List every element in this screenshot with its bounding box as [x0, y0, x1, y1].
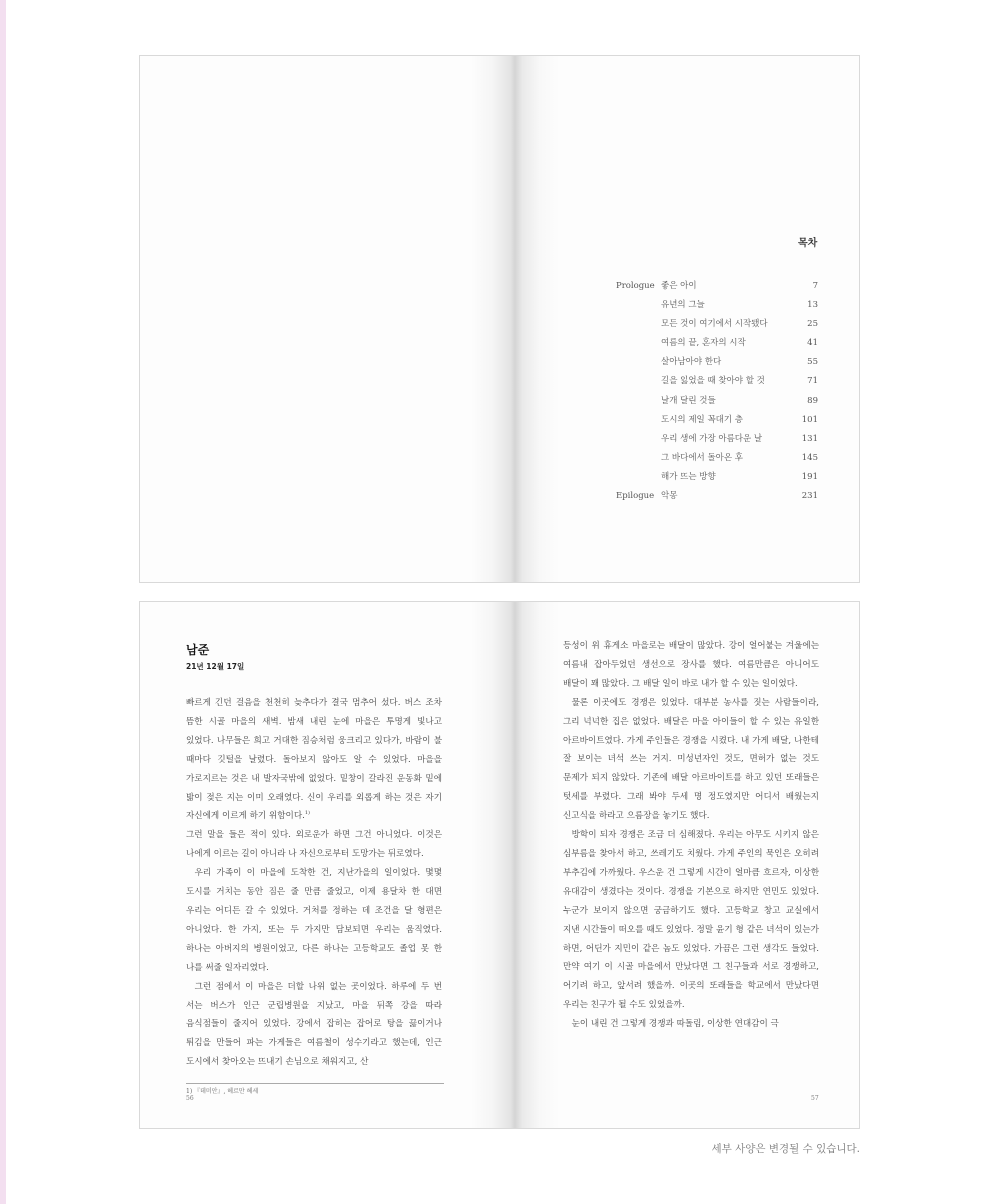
- toc-page-number: 89: [807, 395, 818, 406]
- toc-chapter-title: 악몽: [661, 491, 678, 502]
- toc-page-number: 7: [812, 281, 818, 291]
- right-page-text: [563, 637, 819, 1081]
- toc-chapter-title: 길을 잃었을 때 찾아야 할 것: [661, 376, 765, 387]
- paragraph: 방학이 되자 경쟁은 조금 더 심해졌다. 우리는 아무도 시키지 않은 심부름을 찾아서 하고, 쓰레기도 치웠다. 가게 주인의 묵인은 오히려 부추김에 가까웠다. 우스운 건 그렇게 시간이 얼마큼 흐르자, 이상한 유대감이 생겼다는 것이다. 경쟁을 기본으로 하지만 연민도 있었다. 누군가 보이지 않으면 궁금하기도 했다. 고등학교 창고 교실에서 지낸 시간들이 떠오를 때도 있었다. 정말 윤기 형 같은 녀석이 있는가 하면, 어딘가 지민이 같은 놈도 있었다. 가끔은 그런 생각도 들었다. 만약 여기 이 시골 마을에서 만났다면 그 친구들과 서로 경쟁하고, 어기려 하고, 앞서려 했을까. 이곳의 또래들을 학교에서 만났다면 우리는 친구가 될 수도 있었을까.: [563, 830, 819, 1011]
- toc-page-number: 25: [807, 319, 818, 330]
- toc-chapter-title: 도시의 제일 꼭대기 층: [661, 414, 744, 425]
- toc-chapter-title: 여름의 끝, 혼자의 시작: [661, 338, 746, 349]
- spec-notice: 세부 사양은 변경될 수 있습니다.: [711, 1143, 860, 1155]
- toc-page-number: 191: [801, 471, 818, 482]
- toc-page-number: 231: [801, 491, 818, 502]
- chapter-date: 21년 12월 17일: [186, 662, 245, 671]
- toc-chapter-title: 해가 뜨는 방향: [661, 471, 716, 482]
- toc-section-label: Prologue: [616, 281, 655, 291]
- toc-title: 목차: [798, 238, 818, 249]
- paragraph: 그런 말을 들은 적이 있다. 외로운가 하면 그건 아니었다. 이것은 나에게 이르는 길이 아니라 나 자신으로부터 도망가는 뒤로였다.: [186, 830, 442, 860]
- toc-item: [616, 334, 818, 353]
- toc-page-number: 71: [807, 376, 818, 387]
- left-page-text: [186, 694, 442, 1074]
- toc-item: [616, 487, 818, 506]
- paragraph: 눈이 내린 건 그렇게 경쟁과 따돌림, 이상한 연대감이 극: [571, 1019, 779, 1030]
- toc-item: [616, 353, 818, 372]
- toc-item: [616, 296, 818, 315]
- gutter-shadow: [470, 56, 560, 582]
- toc-chapter-title: 유년의 그늘: [661, 300, 705, 311]
- toc-page-number: 101: [801, 414, 818, 425]
- toc-item: [616, 277, 818, 296]
- toc-item: [616, 315, 818, 334]
- page-number-right: 57: [811, 1095, 819, 1102]
- toc-item: [616, 430, 818, 449]
- toc-page-number: 13: [807, 300, 818, 311]
- paragraph: 우리 가족이 이 마을에 도착한 건, 지난가을의 일이었다. 몇몇 도시를 거치는 동안 짐은 줄 만큼 줄었고, 이제 용달차 한 대면 우리는 어디든 갈 수 있었다. 거처를 정하는 데 조건을 달 형편은 아니었다. 한 가지, 또는 두 가지만 담보되면 우리는 움직였다. 하나는 아버지의 병원이었고, 다른 하나는 고등학교도 졸업 못 한 나를 써줄 일자리였다.: [186, 868, 442, 973]
- toc-chapter-title: 살아남아야 한다: [661, 357, 722, 368]
- toc-item: [616, 468, 818, 487]
- toc-page-number: 55: [807, 357, 818, 368]
- left-edge-strip: [0, 0, 6, 1204]
- toc-list: [616, 277, 818, 506]
- toc-chapter-title: 그 바다에서 돌아온 후: [661, 452, 744, 463]
- paragraph: 빠르게 긴던 걸음을 천천히 늦추다가 결국 멈추어 섰다. 버스 조차 뜸한 시골 마을의 새벽. 밤새 내린 눈에 마을은 투명게 빛나고 있었다. 나무들은 희고 거대한 짐승처럼 웅크리고 있다가, 바람이 불 때마다 깃털을 날렸다. 돌아보지 않아도 알 수 있었다. 마을을 가로지르는 것은 내 발자국밖에 없었다. 밑창이 갈라진 운동화 밑에 밟이 젖은 지는 이미 오래였다. 신이 우리를 외롭게 하는 것은 자기 자신에게 이르게 하기 위함이다.$^{1)}$: [186, 698, 442, 822]
- toc-chapter-title: 날개 달린 것들: [661, 395, 716, 406]
- paragraph: 그런 점에서 이 마을은 더할 나위 없는 곳이었다. 하루에 두 번 서는 버스가 인근 군립병원을 지났고, 마을 뒤쪽 강을 따라 음식점들이 줄지어 있었다. 강에서 잡히는 잡어로 탕을 끓이거나 튀김을 만들어 파는 가게들은 여름철이 성수기라고 했는데, 인근 도시에서 찾아오는 뜨내기 손님으로 채워지고, 산: [186, 981, 442, 1068]
- paragraph: 등성이 위 휴게소 마을로는 배달이 많았다. 강이 얼어붙는 겨울에는 여름내 잡아두었던 생선으로 장사를 했다. 여름만큼은 아니어도 배달이 꽤 많았다. 그 배달 일이 바로 내가 할 수 있는 일이었다.: [563, 641, 819, 689]
- toc-item: [616, 411, 818, 430]
- toc-item: [616, 449, 818, 468]
- paragraph: 물론 이곳에도 경쟁은 있었다. 대부분 농사를 짓는 사람들이라, 그리 넉넉한 집은 없었다. 배달은 마을 아이들이 할 수 있는 유일한 아르바이트였다. 가게 주인들은 경쟁을 시켰다. 내 가게 배달, 나한테 잘 보이는 녀석 쓰는 거지. 미성년자인 것도, 면허가 없는 것도 문제가 되지 않았다. 기존에 배달 아르바이트를 하고 있던 또래들은 텃세를 부렸다. 그래 봐야 두세 명 정도였지만 어디서 배웠는지 신고식을 하라고 으름장을 놓기도 했다.: [563, 697, 819, 822]
- page-number-left: 56: [186, 1095, 194, 1102]
- toc-section-label: Epilogue: [616, 491, 655, 502]
- toc-page-number: 145: [801, 452, 818, 463]
- toc-item: [616, 392, 818, 411]
- toc-page-number: 131: [801, 433, 818, 444]
- toc-chapter-title: 우리 생에 가장 아름다운 날: [661, 433, 763, 444]
- chapter-title: 남준: [186, 643, 210, 657]
- footnote-divider: [186, 1083, 444, 1084]
- toc-chapter-title: 모든 것이 여기에서 시작됐다: [661, 319, 768, 330]
- footnote-marker: 1): [304, 810, 310, 817]
- toc-page-number: 41: [807, 338, 818, 349]
- footnote: 1) 『데미안』, 헤르만 헤세: [186, 1088, 259, 1095]
- toc-item: [616, 372, 818, 391]
- toc-chapter-title: 좋은 아이: [661, 281, 697, 291]
- gutter-shadow: [470, 602, 560, 1128]
